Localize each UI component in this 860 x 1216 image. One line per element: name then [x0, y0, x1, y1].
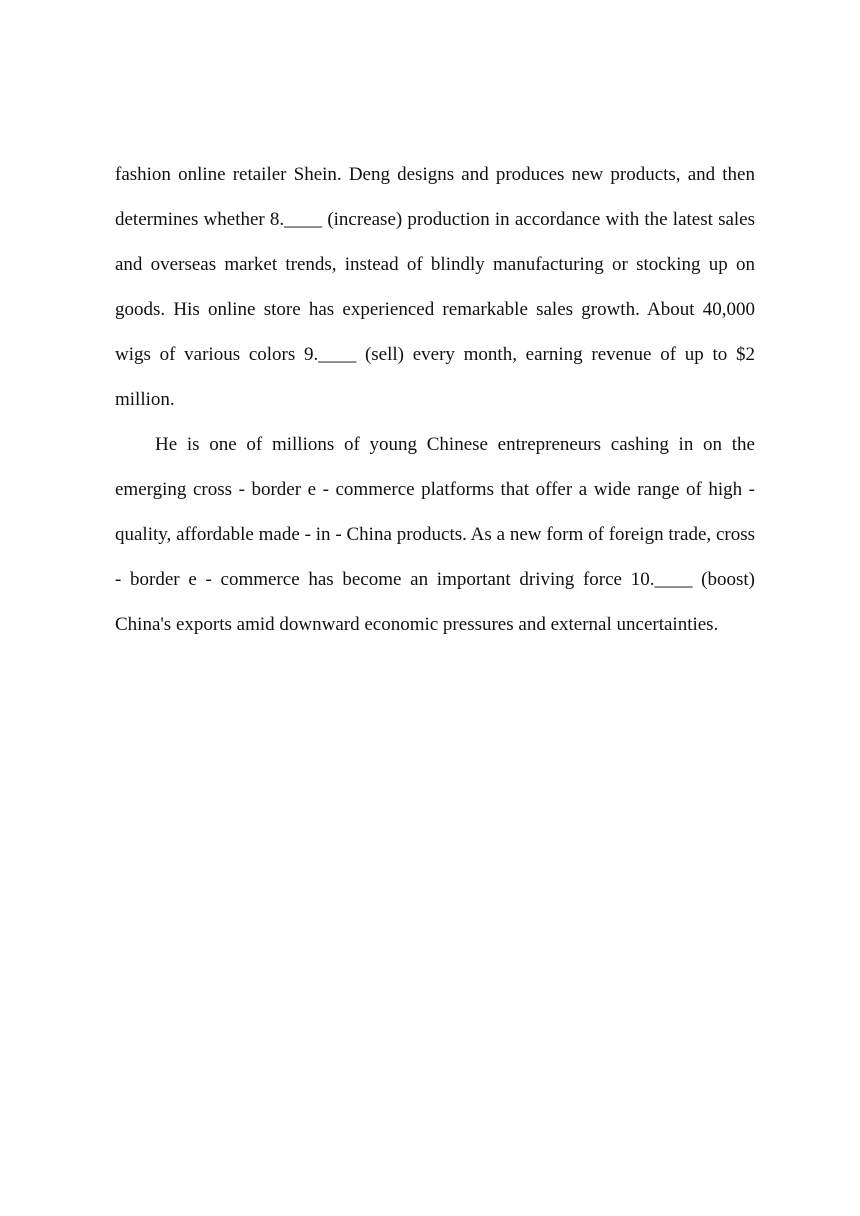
- paragraph-2: He is one of millions of young Chinese entrepreneurs cashing in on the emerging cross - border e - commerce platforms that offer a wide range of high - quality, affordable made - in - China products. As a new form of foreign trade, cross - border e - commerce has become an important driving force 10.____ (boost) China's exports amid downward economic pressures and external uncertainties.: [115, 434, 755, 635]
- document-body: [115, 152, 755, 647]
- paragraph-1: fashion online retailer Shein. Deng designs and produces new products, and then determines whether 8.____ (increase) production in accordance with the latest sales and overseas market trends, instead of blindly manufacturing or stocking up on goods. His online store has experienced remarkable sales growth. About 40,000 wigs of various colors 9.____ (sell) every month, earning revenue of up to $2 million.: [115, 164, 755, 410]
